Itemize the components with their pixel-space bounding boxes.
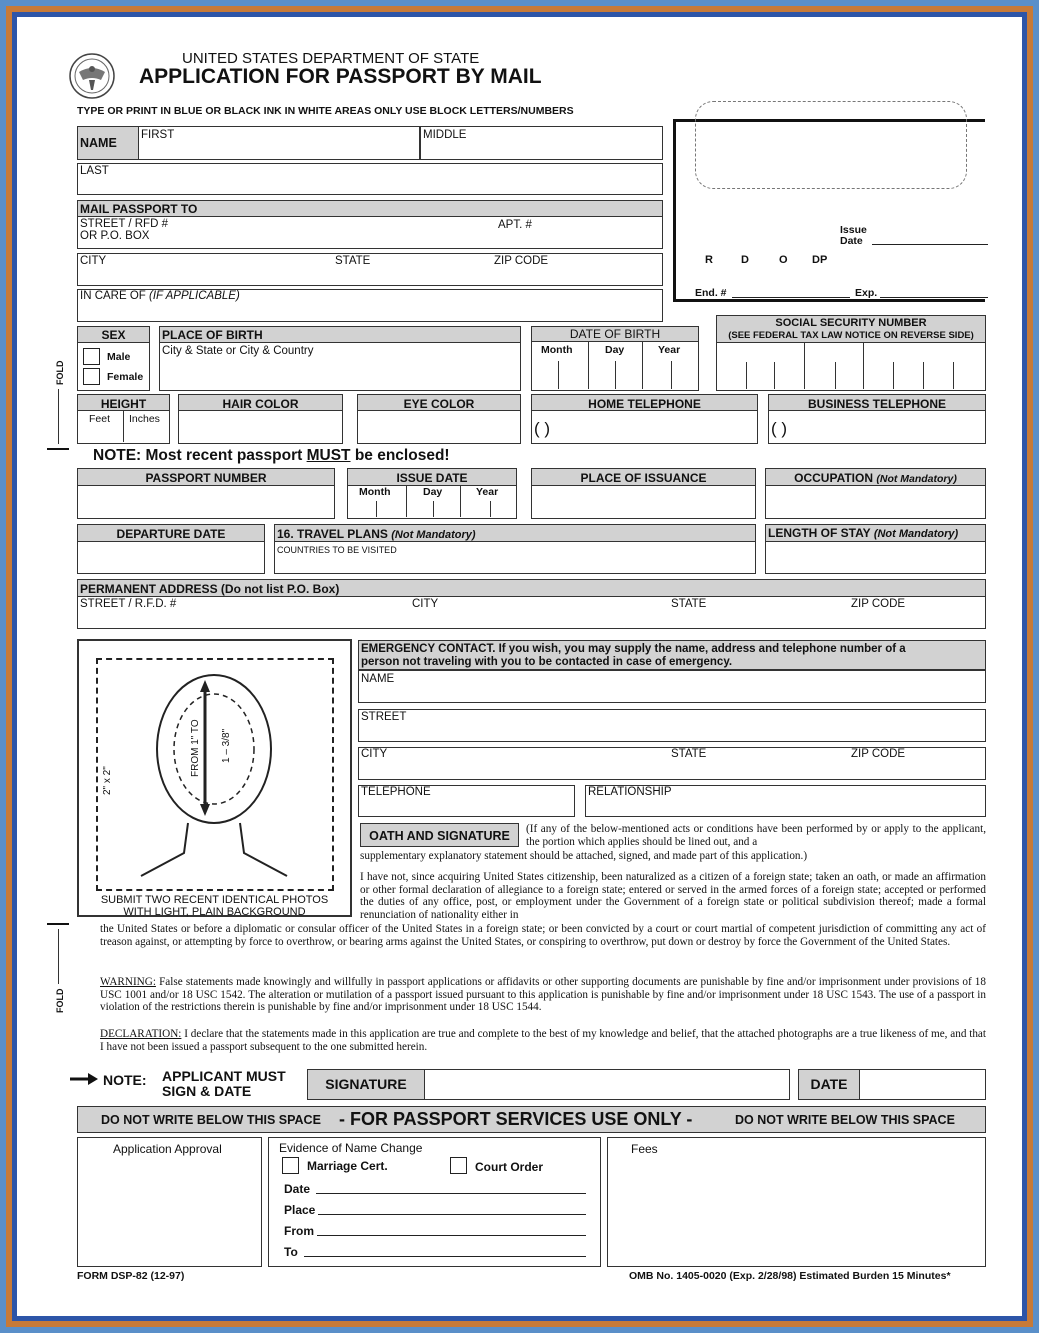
- home-area-code: ( ): [534, 419, 551, 438]
- permanent-state-label: STATE: [671, 598, 707, 610]
- countries-label: COUNTRIES TO BE VISITED: [277, 545, 397, 555]
- last-name-label: LAST: [80, 165, 109, 177]
- permanent-zip-label: ZIP CODE: [851, 598, 906, 610]
- emergency-city-label: CITY: [361, 748, 388, 760]
- evidence-date-label: Date: [284, 1182, 311, 1196]
- name-label: NAME: [80, 136, 117, 150]
- dob-month-label: Month: [541, 344, 573, 356]
- permanent-street-label: STREET / R.F.D. #: [80, 598, 177, 610]
- evidence-from-label: From: [284, 1224, 314, 1238]
- in-care-of-label: IN CARE OF (IF APPLICABLE): [80, 290, 240, 302]
- fold-label-bottom: FOLD: [55, 988, 65, 1013]
- evidence-place-label: Place: [284, 1203, 316, 1217]
- fold-mark-top: [47, 448, 69, 450]
- place-of-birth-label: PLACE OF BIRTH: [162, 328, 263, 342]
- office-bracket-bottom: [673, 299, 985, 302]
- inches-label: Inches: [129, 413, 160, 425]
- signature-label: SIGNATURE: [325, 1076, 407, 1092]
- fold-arrow-bottom: [58, 929, 59, 984]
- dob-day-label: Day: [605, 344, 625, 356]
- application-approval-box: [77, 1137, 262, 1267]
- travel-plans-label: 16. TRAVEL PLANS (Not Mandatory): [277, 527, 476, 541]
- business-telephone-label: BUSINESS TELEPHONE: [807, 397, 947, 411]
- oath-label: OATH AND SIGNATURE: [369, 829, 510, 843]
- photo-size-label: 1 – 3/8": [221, 728, 232, 763]
- hair-color-label: HAIR COLOR: [222, 397, 299, 411]
- application-approval-label: Application Approval: [113, 1142, 222, 1156]
- emergency-street-label: STREET: [361, 711, 407, 723]
- instructions: TYPE OR PRINT IN BLUE OR BLACK INK IN WHITE AREAS ONLY USE BLOCK LETTERS/NUMBERS: [77, 105, 574, 117]
- form-title: APPLICATION FOR PASSPORT BY MAIL: [139, 65, 542, 88]
- male-checkbox[interactable]: [83, 348, 100, 365]
- permanent-city-label: CITY: [412, 598, 439, 610]
- court-order-label: Court Order: [475, 1160, 544, 1174]
- photo-from-label: FROM 1" TO: [190, 719, 201, 777]
- issue-date-label: Issue Date: [840, 224, 867, 247]
- street-label: STREET / RFD # OR P.O. BOX: [80, 218, 168, 242]
- first-name-label: FIRST: [141, 129, 175, 141]
- arrow-right-icon: [70, 1072, 98, 1086]
- office-code-r: R: [705, 254, 713, 266]
- issue-day-label: Day: [423, 486, 443, 498]
- last-name-field[interactable]: [77, 163, 663, 195]
- photo-instructions: SUBMIT TWO RECENT IDENTICAL PHOTOS WITH LIGHT, PLAIN BACKGROUND: [100, 894, 329, 918]
- mail-passport-label: MAIL PASSPORT TO: [80, 202, 198, 216]
- passport-enclosed-note: NOTE: Most recent passport MUST be enclosed!: [93, 447, 450, 464]
- state-department-seal-icon: [67, 50, 117, 102]
- fees-box: [607, 1137, 986, 1267]
- state-label: STATE: [335, 255, 371, 267]
- ssn-label: SOCIAL SECURITY NUMBER: [775, 317, 927, 329]
- court-order-checkbox[interactable]: [450, 1157, 467, 1174]
- sign-note-label: NOTE:: [103, 1072, 147, 1088]
- business-area-code: ( ): [771, 419, 788, 438]
- evidence-date-line[interactable]: [316, 1193, 586, 1194]
- marriage-cert-checkbox[interactable]: [282, 1157, 299, 1174]
- evidence-place-line[interactable]: [318, 1214, 586, 1215]
- emergency-contact-label: EMERGENCY CONTACT. If you wish, you may supply the name, address and telephone number of a person not traveling with you to be contacted in case of emergency.: [361, 643, 906, 668]
- permanent-address-label: PERMANENT ADDRESS (Do not list P.O. Box): [80, 582, 340, 596]
- female-checkbox[interactable]: [83, 368, 100, 385]
- warning-text: WARNING: False statements made knowingly and willfully in passport applications or affidavits or other supporting documents are punishable by fine and/or imprisonment under provisions of 18 USC 1001 and/or 18 USC 1542. The alteration or mutilation of a passport issued pursuant to this application is punishable by fine and/or imprisonment under 18 USC 1543. The use of a passport in violation of the restrictions therein is punishable by fine and/or imprisonment under 18 USC 1544.: [100, 976, 986, 1014]
- oath-statement-cont: the United States or before a diplomatic or consular officer of the United States in a foreign state; or been convicted by a court or court martial of competent jurisdiction of committing any act of treason against, or attempting by force to overthrow, or bearing arms against the United States, or conspiring to overthrow, put down or destroy by force the Government of the United States.: [100, 923, 986, 948]
- zip-label: ZIP CODE: [494, 255, 549, 267]
- evidence-label: Evidence of Name Change: [279, 1141, 423, 1155]
- office-code-dp: DP: [812, 254, 828, 266]
- issue-year-label: Year: [476, 486, 499, 498]
- occupation-label: OCCUPATION (Not Mandatory): [794, 471, 957, 485]
- height-input[interactable]: [79, 427, 168, 442]
- place-of-issuance-label: PLACE OF ISSUANCE: [580, 471, 707, 485]
- female-label: Female: [107, 371, 144, 383]
- office-stamp-area: [695, 101, 967, 189]
- oath-intro-cont: supplementary explanatory statement should be attached, signed, and made part of this application.): [360, 850, 808, 862]
- emergency-street-field[interactable]: [358, 709, 986, 742]
- passport-number-label: PASSPORT NUMBER: [145, 471, 267, 485]
- length-of-stay-label: LENGTH OF STAY (Not Mandatory): [768, 526, 959, 540]
- oath-intro: (If any of the below-mentioned acts or conditions have been performed by or apply to the applicant, the portion which applies should be lined out, and a: [526, 823, 986, 848]
- home-telephone-label: HOME TELEPHONE: [588, 397, 701, 411]
- do-not-write-right: DO NOT WRITE BELOW THIS SPACE: [735, 1113, 955, 1127]
- end-label: End. #: [695, 287, 727, 299]
- issue-date-input[interactable]: [351, 499, 513, 517]
- do-not-write-left: DO NOT WRITE BELOW THIS SPACE: [101, 1113, 321, 1127]
- emergency-name-label: NAME: [361, 673, 395, 685]
- middle-name-label: MIDDLE: [423, 129, 467, 141]
- evidence-box: [268, 1137, 601, 1267]
- ssn-input[interactable]: [720, 345, 982, 389]
- apt-label: APT. #: [498, 219, 532, 231]
- sex-label: SEX: [101, 328, 126, 342]
- height-label: HEIGHT: [100, 397, 147, 411]
- declaration-text: DECLARATION: I declare that the statements made in this application are true and complete to the best of my knowledge and belief, that the attached photographs are a true likeness of me, and that I have not been issued a passport subsequent to the one submitted herein.: [100, 1028, 986, 1053]
- form-number: FORM DSP-82 (12-97): [77, 1270, 185, 1282]
- evidence-to-line[interactable]: [304, 1256, 586, 1257]
- date-label: DATE: [810, 1076, 848, 1092]
- first-name-field[interactable]: [139, 128, 419, 158]
- date-of-birth-label: DATE OF BIRTH: [569, 327, 661, 341]
- emergency-state-label: STATE: [671, 748, 707, 760]
- place-of-birth-hint: City & State or City & Country: [162, 345, 314, 357]
- oath-statement: I have not, since acquiring United States citizenship, been naturalized as a citizen of a foreign state; taken an oath, or made an affirmation or other formal declaration of allegiance to a foreign state; entered or served in the armed forces of a foreign state; accepted or performed the duties of any office, post, or employment under the Government of a foreign state or political subdivision thereof; made a formal renunciation of nationality either in: [360, 871, 986, 921]
- issue-date-line: [872, 244, 988, 245]
- applicant-must-sign: APPLICANT MUST SIGN & DATE: [162, 1068, 286, 1099]
- fees-label: Fees: [631, 1142, 658, 1156]
- fold-label-top: FOLD: [55, 360, 65, 385]
- fold-arrow-top: [58, 389, 59, 444]
- male-label: Male: [107, 351, 131, 363]
- issue-date-field-label: ISSUE DATE: [396, 471, 468, 485]
- emergency-telephone-label: TELEPHONE: [361, 786, 431, 798]
- eye-color-label: EYE COLOR: [403, 397, 475, 411]
- evidence-from-line[interactable]: [317, 1235, 586, 1236]
- office-code-d: D: [741, 254, 749, 266]
- office-code-o: O: [779, 254, 788, 266]
- fold-mark-bottom: [47, 923, 69, 925]
- exp-line: [880, 297, 988, 298]
- feet-label: Feet: [89, 413, 111, 425]
- omb-number: OMB No. 1405-0020 (Exp. 2/28/98) Estimated Burden 15 Minutes*: [629, 1270, 951, 1282]
- photo-head-diagram-icon: [96, 658, 334, 891]
- department-title: UNITED STATES DEPARTMENT OF STATE: [182, 50, 480, 67]
- emergency-zip-label: ZIP CODE: [851, 748, 906, 760]
- departure-date-label: DEPARTURE DATE: [116, 527, 226, 541]
- emergency-relationship-label: RELATIONSHIP: [588, 786, 672, 798]
- photo-dimension-label: 2" x 2": [102, 766, 113, 795]
- date-of-birth-input[interactable]: [535, 359, 695, 389]
- form-page: [17, 17, 1022, 1316]
- issue-month-label: Month: [359, 486, 391, 498]
- office-bracket-left: [673, 119, 676, 302]
- end-line: [732, 297, 850, 298]
- evidence-to-label: To: [284, 1245, 298, 1259]
- city-label: CITY: [80, 255, 107, 267]
- marriage-cert-label: Marriage Cert.: [307, 1159, 388, 1173]
- passport-services-label: - FOR PASSPORT SERVICES USE ONLY -: [339, 1109, 693, 1129]
- dob-year-label: Year: [658, 344, 681, 356]
- ssn-note: (SEE FEDERAL TAX LAW NOTICE ON REVERSE SIDE): [728, 330, 974, 341]
- emergency-name-field[interactable]: [358, 670, 986, 703]
- exp-label: Exp.: [855, 287, 878, 299]
